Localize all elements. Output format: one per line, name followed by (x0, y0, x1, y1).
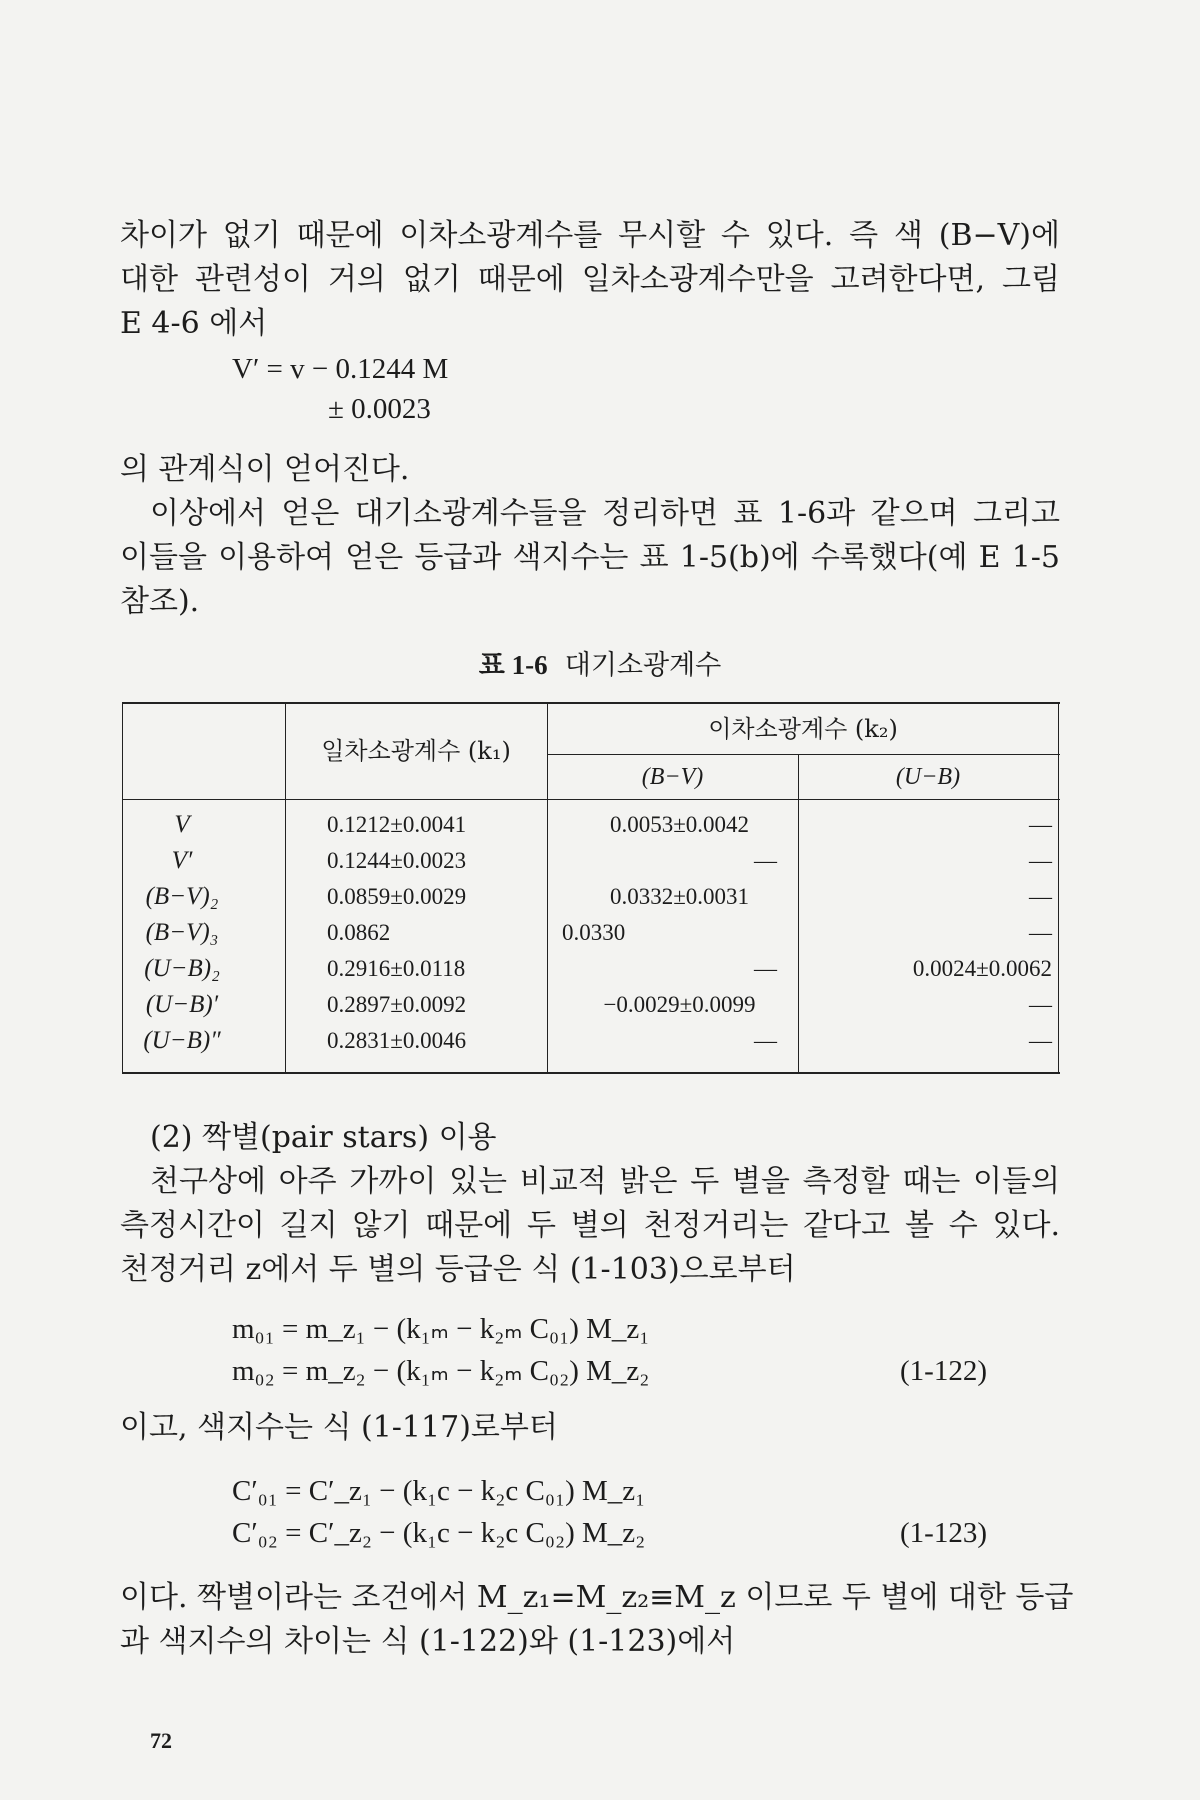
row-label: (U−B)′ (145, 991, 219, 1018)
row-k1: 0.0859±0.0029 (327, 884, 467, 909)
paragraph1-line3: E 4-6 에서 (120, 306, 268, 341)
row-label: V′ (171, 847, 193, 874)
paragraph3-line1: 이다. 짝별이라는 조건에서 M_z₁=M_z₂≡M_z 이므로 두 별에 대한 등급 (120, 1580, 1074, 1615)
table-subheader-rule (547, 754, 1060, 755)
table-header-rule (122, 799, 1060, 800)
equation-vprime-line2: ± 0.0023 (328, 393, 431, 425)
extinction-coefficient-table (122, 702, 1060, 1074)
row-label: (B−V)₃ (145, 919, 219, 946)
table-caption-title: 대기소광계수 (564, 650, 722, 681)
table-bottom-rule (122, 1072, 1060, 1074)
equation-122-line1: m₀₁ = m_z₁ − (k₁ₘ − k₂ₘ C₀₁) M_z₁ (232, 1313, 650, 1345)
row-ub: — (1029, 812, 1052, 837)
row-k1: 0.1212±0.0041 (327, 812, 467, 837)
row-bv: −0.0029±0.0099 (603, 992, 756, 1017)
header-ub: (U−B) (895, 764, 961, 790)
row-bv: — (754, 1028, 777, 1053)
table-col3-border (798, 754, 799, 1074)
row-label: (U−B)″ (143, 1027, 221, 1054)
row-ub: — (1029, 1028, 1052, 1053)
paragraph2-line2: 이상에서 얻은 대기소광계수들을 정리하면 표 1-6과 같으며 그리고 (150, 496, 1060, 531)
paragraph3-line2: 과 색지수의 차이는 식 (1-122)와 (1-123)에서 (120, 1624, 736, 1659)
row-label: (B−V)₂ (145, 883, 219, 910)
row-ub: — (1029, 992, 1052, 1017)
equation-123-number: (1-123) (900, 1517, 987, 1549)
paragraph2-line1: 의 관계식이 얻어진다. (120, 452, 410, 487)
section2-heading: (2) 짝별(pair stars) 이용 (150, 1120, 497, 1155)
row-k1: 0.2897±0.0092 (327, 992, 467, 1017)
row-bv: — (754, 956, 777, 981)
row-bv: 0.0053±0.0042 (609, 812, 750, 837)
header-primary-coefficient: 일차소광계수 (k₁) (321, 737, 511, 765)
row-bv: — (754, 848, 777, 873)
page-number: 72 (150, 1728, 172, 1753)
section2-line1: 천구상에 아주 가까이 있는 비교적 밝은 두 별을 측정할 때는 이들의 (150, 1164, 1060, 1199)
table-caption (0, 648, 1200, 683)
equation-vprime-line1: V′ = v − 0.1244 M (232, 353, 449, 385)
table-right-border (1058, 702, 1059, 1074)
table-col2-border (547, 702, 548, 1074)
equation-122-line2: m₀₂ = m_z₂ − (k₁ₘ − k₂ₘ C₀₂) M_z₂ (232, 1355, 650, 1387)
row-ub: 0.0024±0.0062 (912, 956, 1052, 981)
equation-123-line2: C′₀₂ = C′_z₂ − (k₁c − k₂c C₀₂) M_z₂ (232, 1517, 646, 1549)
row-ub: — (1029, 920, 1052, 945)
section2-line3: 천정거리 z에서 두 별의 등급은 식 (1-103)으로부터 (120, 1252, 796, 1287)
header-secondary-coefficient: 이차소광계수 (k₂) (708, 715, 898, 743)
row-k1: 0.1244±0.0023 (327, 848, 467, 873)
row-k1: 0.0862 (327, 920, 391, 945)
paragraph1-line1: 차이가 없기 때문에 이차소광계수를 무시할 수 있다. 즉 색 (B−V)에 (120, 218, 1060, 253)
header-bv: (B−V) (641, 764, 704, 790)
row-bv: 0.0330 (562, 920, 626, 945)
row-ub: — (1029, 884, 1052, 909)
row-label: (U−B)₂ (144, 955, 220, 982)
equation-123-line1: C′₀₁ = C′_z₁ − (k₁c − k₂c C₀₁) M_z₁ (232, 1475, 646, 1507)
row-k1: 0.2831±0.0046 (327, 1028, 467, 1053)
row-k1: 0.2916±0.0118 (327, 956, 466, 981)
equation-122-number: (1-122) (900, 1355, 987, 1387)
table-caption-label: 표 1-6 (478, 650, 548, 680)
paragraph2-line3: 이들을 이용하여 얻은 등급과 색지수는 표 1-5(b)에 수록했다(예 E 1-5 (120, 540, 1060, 575)
section2-line2: 측정시간이 길지 않기 때문에 두 별의 천정거리는 같다고 볼 수 있다. (120, 1208, 1060, 1243)
text-between-equations: 이고, 색지수는 식 (1-117)로부터 (120, 1410, 558, 1445)
row-ub: — (1029, 848, 1052, 873)
paragraph1-line2: 대한 관련성이 거의 없기 때문에 일차소광계수만을 고려한다면, 그림 (120, 262, 1060, 297)
table-top-rule (122, 702, 1060, 704)
row-label: V (174, 811, 190, 838)
paragraph2-line4: 참조). (120, 584, 200, 619)
row-bv: 0.0332±0.0031 (609, 884, 750, 909)
